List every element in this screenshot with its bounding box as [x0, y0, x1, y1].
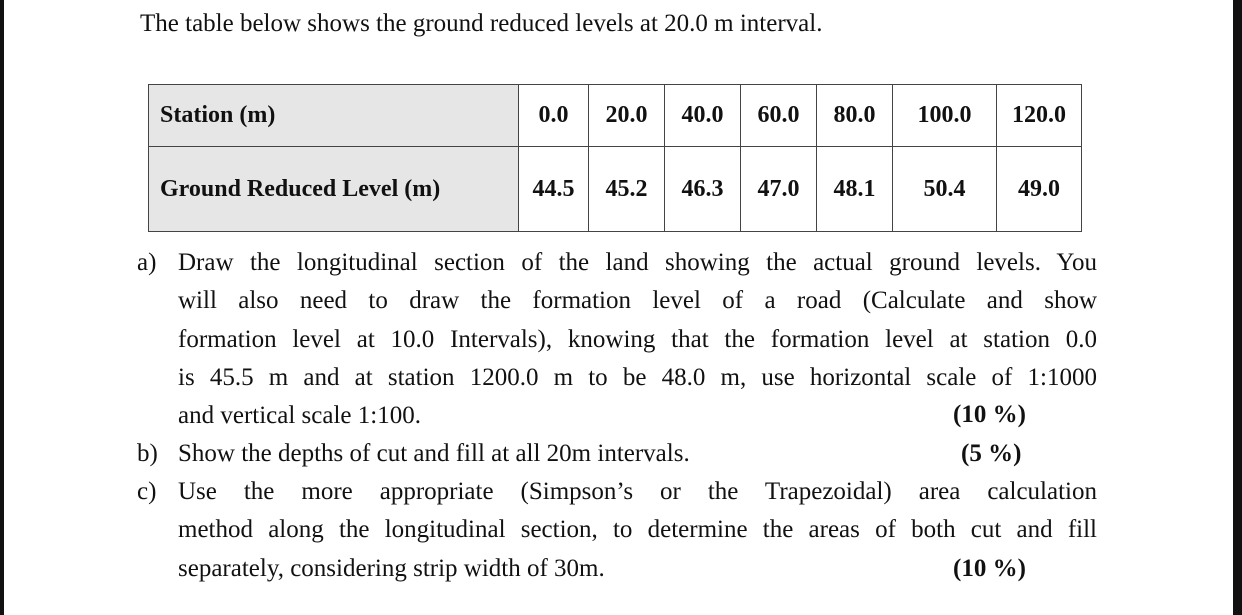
question-a-line: and vertical scale 1:100.	[178, 402, 421, 430]
row-header-station: Station (m)	[149, 85, 519, 147]
question-c-marks: (10 %)	[953, 555, 1026, 582]
station-cell: 60.0	[741, 85, 817, 147]
question-b	[137, 435, 1097, 473]
station-cell: 120.0	[997, 85, 1082, 147]
question-c-line: Use the more appropriate (Simpson’s or the Trapezoidal) area calculation	[178, 478, 1097, 505]
question-a-line: Draw the longitudinal section of the land showing the actual ground levels. You	[178, 249, 1097, 276]
level-cell: 50.4	[893, 147, 997, 232]
level-cell: 46.3	[665, 147, 741, 232]
levels-table	[148, 84, 1082, 232]
question-a-line: is 45.5 m and at station 1200.0 m to be 48.0 m, use horizontal scale of 1:1000	[178, 363, 1097, 391]
question-b-marks: (5 %)	[961, 440, 1022, 467]
question-b-label: b)	[137, 440, 158, 467]
station-cell: 100.0	[893, 85, 997, 147]
question-a-line: will also need to draw the formation level of a road (Calculate and show	[178, 287, 1097, 315]
question-c-line: method along the longitudinal section, to determine the areas of both cut and fill	[178, 516, 1097, 544]
table-row	[149, 147, 1082, 232]
station-cell: 80.0	[817, 85, 893, 147]
level-cell: 48.1	[817, 147, 893, 232]
level-cell: 49.0	[997, 147, 1082, 232]
question-b-line: Show the depths of cut and fill at all 20m intervals.	[178, 440, 690, 467]
question-a-line: formation level at 10.0 Intervals), knowing that the formation level at station 0.0	[178, 325, 1097, 353]
table-row	[149, 85, 1082, 147]
question-c-label: c)	[137, 478, 157, 505]
question-a-marks: (10 %)	[953, 401, 1026, 428]
station-cell: 40.0	[665, 85, 741, 147]
intro-text: The table below shows the ground reduced levels at 20.0 m interval.	[140, 10, 823, 37]
level-cell: 45.2	[589, 147, 665, 232]
station-cell: 0.0	[519, 85, 589, 147]
level-cell: 47.0	[741, 147, 817, 232]
level-cell: 44.5	[519, 147, 589, 232]
question-c-line: separately, considering strip width of 30m.	[178, 554, 605, 582]
question-a-label: a)	[137, 249, 157, 276]
row-header-level: Ground Reduced Level (m)	[149, 147, 519, 232]
station-cell: 20.0	[589, 85, 665, 147]
document-page	[4, 0, 1233, 615]
